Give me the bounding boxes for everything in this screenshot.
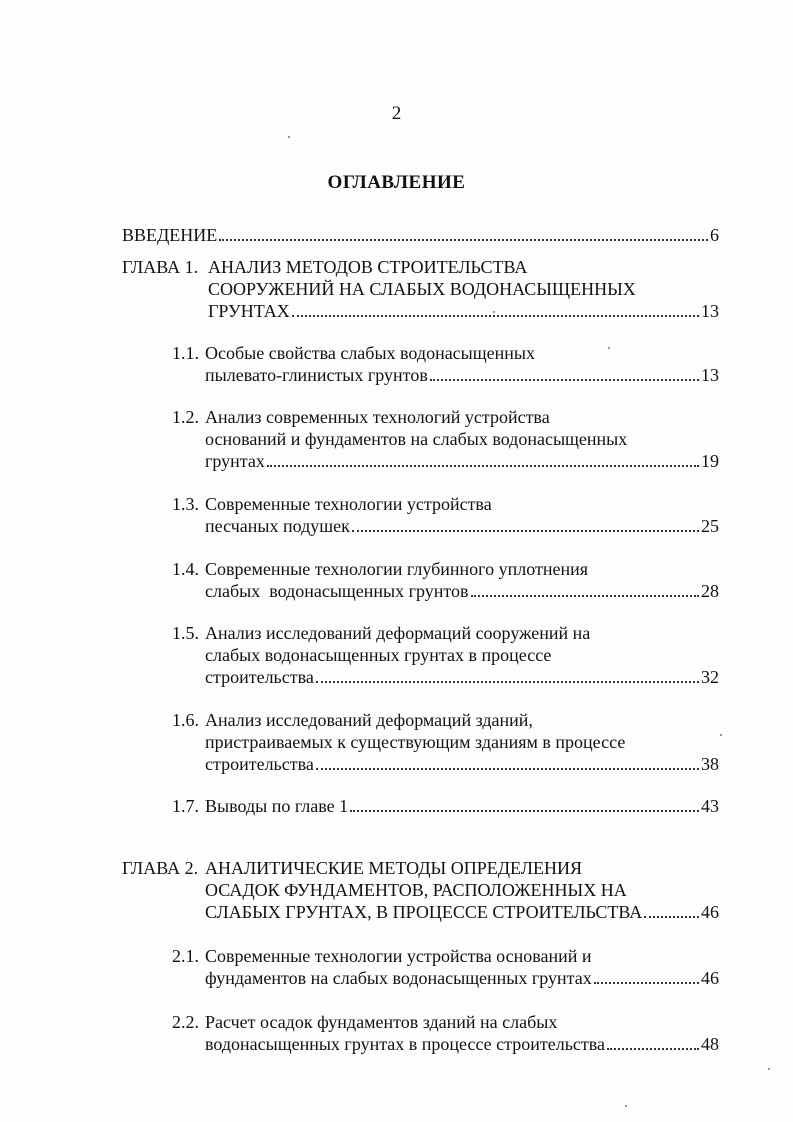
toc-page: 28	[701, 581, 719, 601]
section-title-line: Выводы по главе 1	[205, 796, 349, 816]
section-title-line: фундаментов на слабых водонасыщенных грунтах	[205, 968, 592, 988]
section-title-line: Анализ исследований деформаций сооружений на	[205, 623, 591, 643]
section-number: 1.4.	[172, 559, 199, 579]
toc-page: 6	[710, 225, 719, 245]
leader-dots	[292, 315, 699, 317]
toc-page: 43	[701, 796, 719, 816]
section-title-line: песчаных подушек	[205, 516, 350, 536]
section-title-line: слабых водонасыщенных грунтах в процессе	[205, 645, 552, 665]
leader-dots	[607, 1048, 699, 1050]
scan-speck	[768, 1068, 770, 1070]
section-title-line: Анализ исследований деформаций зданий,	[205, 710, 533, 730]
section-title-line: строительства	[205, 667, 314, 687]
chapter-prefix: ГЛАВА 2.	[122, 858, 199, 878]
section-title-line: водонасыщенных грунтах в процессе строительства	[205, 1034, 606, 1054]
section-number: 1.1.	[172, 343, 199, 363]
section-title-line: грунтах	[205, 451, 265, 471]
scan-speck	[493, 311, 495, 313]
chapter-title-line: СООРУЖЕНИЙ НА СЛАБЫХ ВОДОНАСЫЩЕННЫХ	[208, 279, 636, 299]
section-title-line: Современные технологии устройства оснований и	[205, 946, 592, 966]
chapter-title-line: СЛАБЫХ ГРУНТАХ, В ПРОЦЕССЕ СТРОИТЕЛЬСТВА	[205, 902, 643, 922]
section-title-line: Анализ современных технологий устройства	[205, 407, 550, 427]
section-title-line: Особые свойства слабых водонасыщенных	[205, 343, 535, 363]
section-number: 1.3.	[172, 494, 199, 514]
chapter-title-line: ОСАДОК ФУНДАМЕНТОВ, РАСПОЛОЖЕННЫХ НА	[205, 880, 627, 900]
scan-speck	[608, 347, 610, 349]
section-number: 1.6.	[172, 710, 199, 730]
section-title-line: Современные технологии устройства	[205, 494, 492, 514]
toc-page: 46	[701, 968, 719, 988]
leader-dots	[594, 982, 699, 984]
leader-dots	[350, 810, 699, 812]
chapter-prefix: ГЛАВА 1.	[122, 257, 199, 277]
leader-dots	[316, 768, 699, 770]
section-title-line: Современные технологии глубинного уплотнения	[205, 559, 588, 579]
section-title-line: строительства	[205, 754, 314, 774]
scan-speck	[720, 734, 722, 736]
leader-dots	[352, 530, 699, 532]
page-number: 2	[391, 103, 402, 124]
toc-page: 25	[701, 516, 719, 536]
chapter-title-line: АНАЛИТИЧЕСКИЕ МЕТОДЫ ОПРЕДЕЛЕНИЯ	[205, 858, 582, 878]
scan-speck	[288, 136, 290, 138]
toc-page: 48	[701, 1034, 719, 1054]
section-number: 1.5.	[172, 623, 199, 643]
chapter-title-line: ГРУНТАХ	[208, 301, 290, 321]
toc-page: 13	[701, 301, 719, 321]
toc-page: 13	[701, 365, 719, 385]
leader-dots	[644, 916, 699, 918]
section-number: 2.1.	[172, 946, 199, 966]
section-title-line: слабых водонасыщенных грунтов	[205, 581, 469, 601]
chapter-title-line: АНАЛИЗ МЕТОДОВ СТРОИТЕЛЬСТВА	[208, 257, 528, 277]
toc-page: 38	[701, 754, 719, 774]
section-title-line: оснований и фундаментов на слабых водонасыщенных	[205, 429, 628, 449]
toc-page: 32	[701, 667, 719, 687]
leader-dots	[316, 681, 699, 683]
leader-dots	[267, 465, 699, 467]
section-title-line: пристраиваемых к существующим зданиям в процессе	[205, 732, 626, 752]
section-number: 2.2.	[172, 1012, 199, 1032]
toc-page: 19	[701, 451, 719, 471]
leader-dots	[430, 379, 699, 381]
leader-dots	[471, 595, 699, 597]
section-title-line: пылевато-глинистых грунтов	[205, 365, 428, 385]
scan-speck	[625, 1105, 627, 1107]
section-title-line: Расчет осадок фундаментов зданий на слабых	[205, 1012, 558, 1032]
section-number: 1.2.	[172, 407, 199, 427]
page-title: ОГЛАВЛЕНИЕ	[327, 172, 466, 193]
leader-dots	[219, 239, 708, 241]
toc-page: 46	[701, 902, 719, 922]
toc-label: ВВЕДЕНИЕ	[122, 225, 218, 245]
section-number: 1.7.	[172, 796, 199, 816]
